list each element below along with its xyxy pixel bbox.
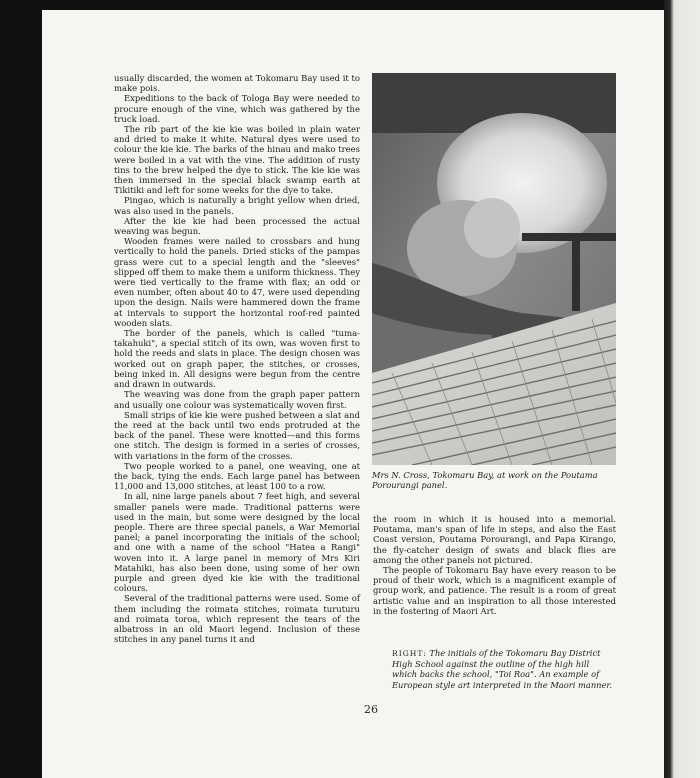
paragraph: usually discarded, the women at Tokomaru Bay used it to make pois.	[114, 73, 360, 94]
left-text-column	[114, 73, 360, 644]
paragraph: The rib part of the kie kie was boiled in plain water and dried to make it white. Natural dyes were used to colour the kie kie. The barks of the hinau and mako trees were boiled in a vat with the vine. The addition of rusty tins to the brew helped the dye to stick. The kie kie was then immersed in the special black swamp earth at Tikitiki and left for some weeks for the dye to take.	[114, 124, 360, 196]
paragraph: In all, nine large panels about 7 feet high, and several smaller panels were made. Traditional patterns were used in the main, but some were designed by the local people. There are three special panels, a War Memorial panel; a panel incorporating the initials of the school; and one with a name of the school "Hatea a Rangi" woven into it. A large panel in memory of Mrs Kiri Matahiki, has also been done, using some of her own purple and green dyed kie kie with the traditional colours.	[114, 491, 360, 594]
paragraph: Pingao, which is naturally a bright yellow when dried, was also used in the panels.	[114, 195, 360, 216]
paragraph: Expeditions to the back of Tologa Bay were needed to procure enough of the vine, which was gathered by the truck load.	[114, 93, 360, 124]
page-number: 26	[364, 703, 378, 716]
adjacent-page-edge	[664, 0, 700, 778]
paragraph: The people of Tokomaru Bay have every reason to be proud of their work, which is a magnificent example of group work, and patience. The result is a room of great artistic value and an inspiration to all those interested in the fostering of Maori Art.	[373, 565, 616, 616]
paragraph: After the kie kie had been processed the actual weaving was begun.	[114, 215, 360, 237]
paragraph: The weaving was done from the graph paper pattern and usually one colour was systematically woven first.	[114, 389, 360, 410]
right-caption-text: The initials of the Tokomaru Bay District High School against the outline of the high hill which backs the school, "Toi Roa". An example of European style art interpreted in the Maori manner.	[392, 648, 613, 690]
photo-caption: Mrs N. Cross, Tokomaru Bay, at work on the Poutama Porourangi panel.	[372, 470, 598, 491]
paragraph: Two people worked to a panel, one weaving, one at the back, tying the ends. Each large panel has between 11,000 and 13,000 stitches, at least 100 to a row.	[114, 460, 360, 492]
paragraph: the room in which it is housed into a memorial. Poutama, man's span of life in steps, and also the East Coast version, Poutama Porourangi, and Papa Kirango, the fly-catcher design of swats and black flies are among the other panels not pictured.	[373, 514, 616, 565]
weaving-photo	[372, 73, 616, 465]
weaving-photo-illustration	[372, 73, 616, 465]
right-text-column	[373, 514, 616, 616]
right-caption	[392, 648, 616, 690]
right-caption-lead: RIGHT:	[392, 649, 427, 658]
paragraph: Several of the traditional patterns were used. Some of them including the roimata stitches, roimata turuturu and roimata toroa, which represent the tears of the albatross in an old Maori legend. Inclusion of these stitches in any panel turns it and	[114, 593, 360, 645]
paragraph: Wooden frames were nailed to crossbars and hung vertically to hold the panels. Dried sticks of the pampas grass were cut to a special length and the "sleeves" slipped off them to make them a uniform thickness. They were tied vertically to the frame with flax; an odd or even number, often about 40 to 47, were used depending upon the design. Nails were hammered down the frame at intervals to support the horizontal roof-red painted wooden slats.	[114, 236, 360, 328]
paragraph: Small strips of kie kie were pushed between a slat and the reed at the back until two ends protruded at the back of the panel. These were knotted—and this forms one stitch. The design is formed in a series of crosses, with variations in the form of the crosses.	[114, 409, 360, 461]
paragraph: The border of the panels, which is called "tuma-takahuki", a special stitch of its own, was woven first to hold the reeds and slats in place. The design chosen was worked out on graph paper, the stitches, or crosses, being inked in. All designs were begun from the centre and drawn in outwards.	[114, 328, 360, 390]
